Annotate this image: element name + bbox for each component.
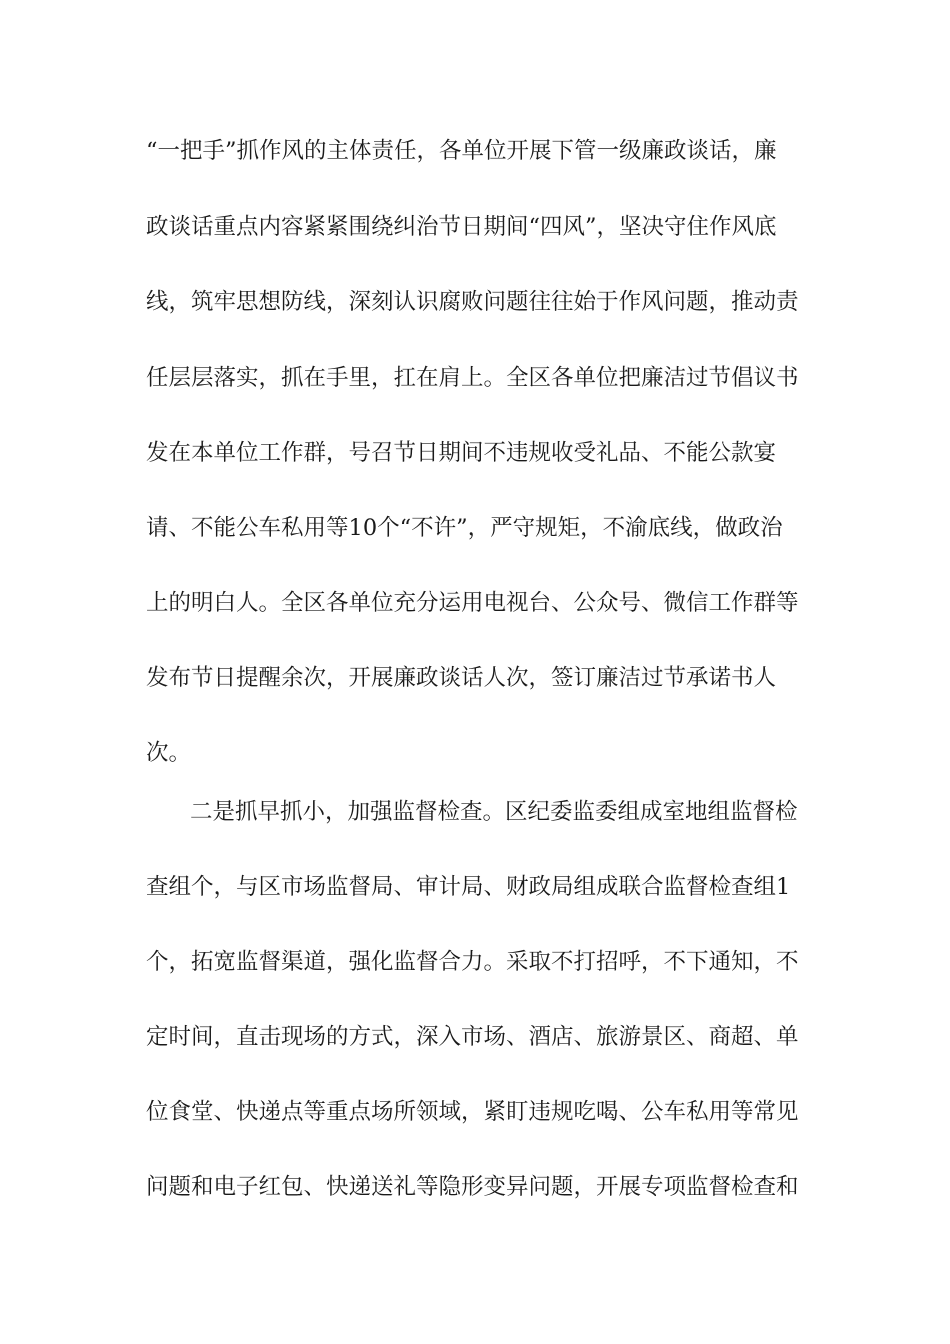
text-line: 定时间，直击现场的方式，深入市场、酒店、旅游景区、商超、单 bbox=[146, 1024, 799, 1050]
text-line: 发在本单位工作群，号召节日期间不违规收受礼品、不能公款宴 bbox=[146, 440, 777, 466]
text-line: “一把手”抓作风的主体责任，各单位开展下管一级廉政谈话，廉 bbox=[146, 138, 777, 164]
text-line: 个，拓宽监督渠道，强化监督合力。采取不打招呼，不下通知，不 bbox=[146, 949, 799, 975]
text-line: 查组个，与区市场监督局、审计局、财政局组成联合监督检查组1 bbox=[146, 874, 791, 900]
text-line: 上的明白人。全区各单位充分运用电视台、公众号、微信工作群等 bbox=[146, 590, 799, 616]
text-line: 线，筑牢思想防线，深刻认识腐败问题往往始于作风问题，推动责 bbox=[146, 289, 799, 315]
text-line: 发布节日提醒余次，开展廉政谈话人次，签订廉洁过节承诺书人 bbox=[146, 665, 777, 691]
text-line: 次。 bbox=[146, 740, 192, 766]
text-line: 位食堂、快递点等重点场所领域，紧盯违规吃喝、公车私用等常见 bbox=[146, 1099, 799, 1125]
text-line: 请、不能公车私用等10个“不许”，严守规矩，不渝底线，做政治 bbox=[146, 515, 783, 541]
text-line: 问题和电子红包、快递送礼等隐形变异问题，开展专项监督检查和 bbox=[146, 1174, 799, 1200]
text-line: 任层层落实，抓在手里，扛在肩上。全区各单位把廉洁过节倡议书 bbox=[146, 365, 799, 391]
text-line: 政谈话重点内容紧紧围绕纠治节日期间“四风”，坚决守住作风底 bbox=[146, 214, 777, 240]
paragraph-first-line: 二是抓早抓小，加强监督检查。区纪委监委组成室地组监督检 bbox=[190, 799, 798, 825]
